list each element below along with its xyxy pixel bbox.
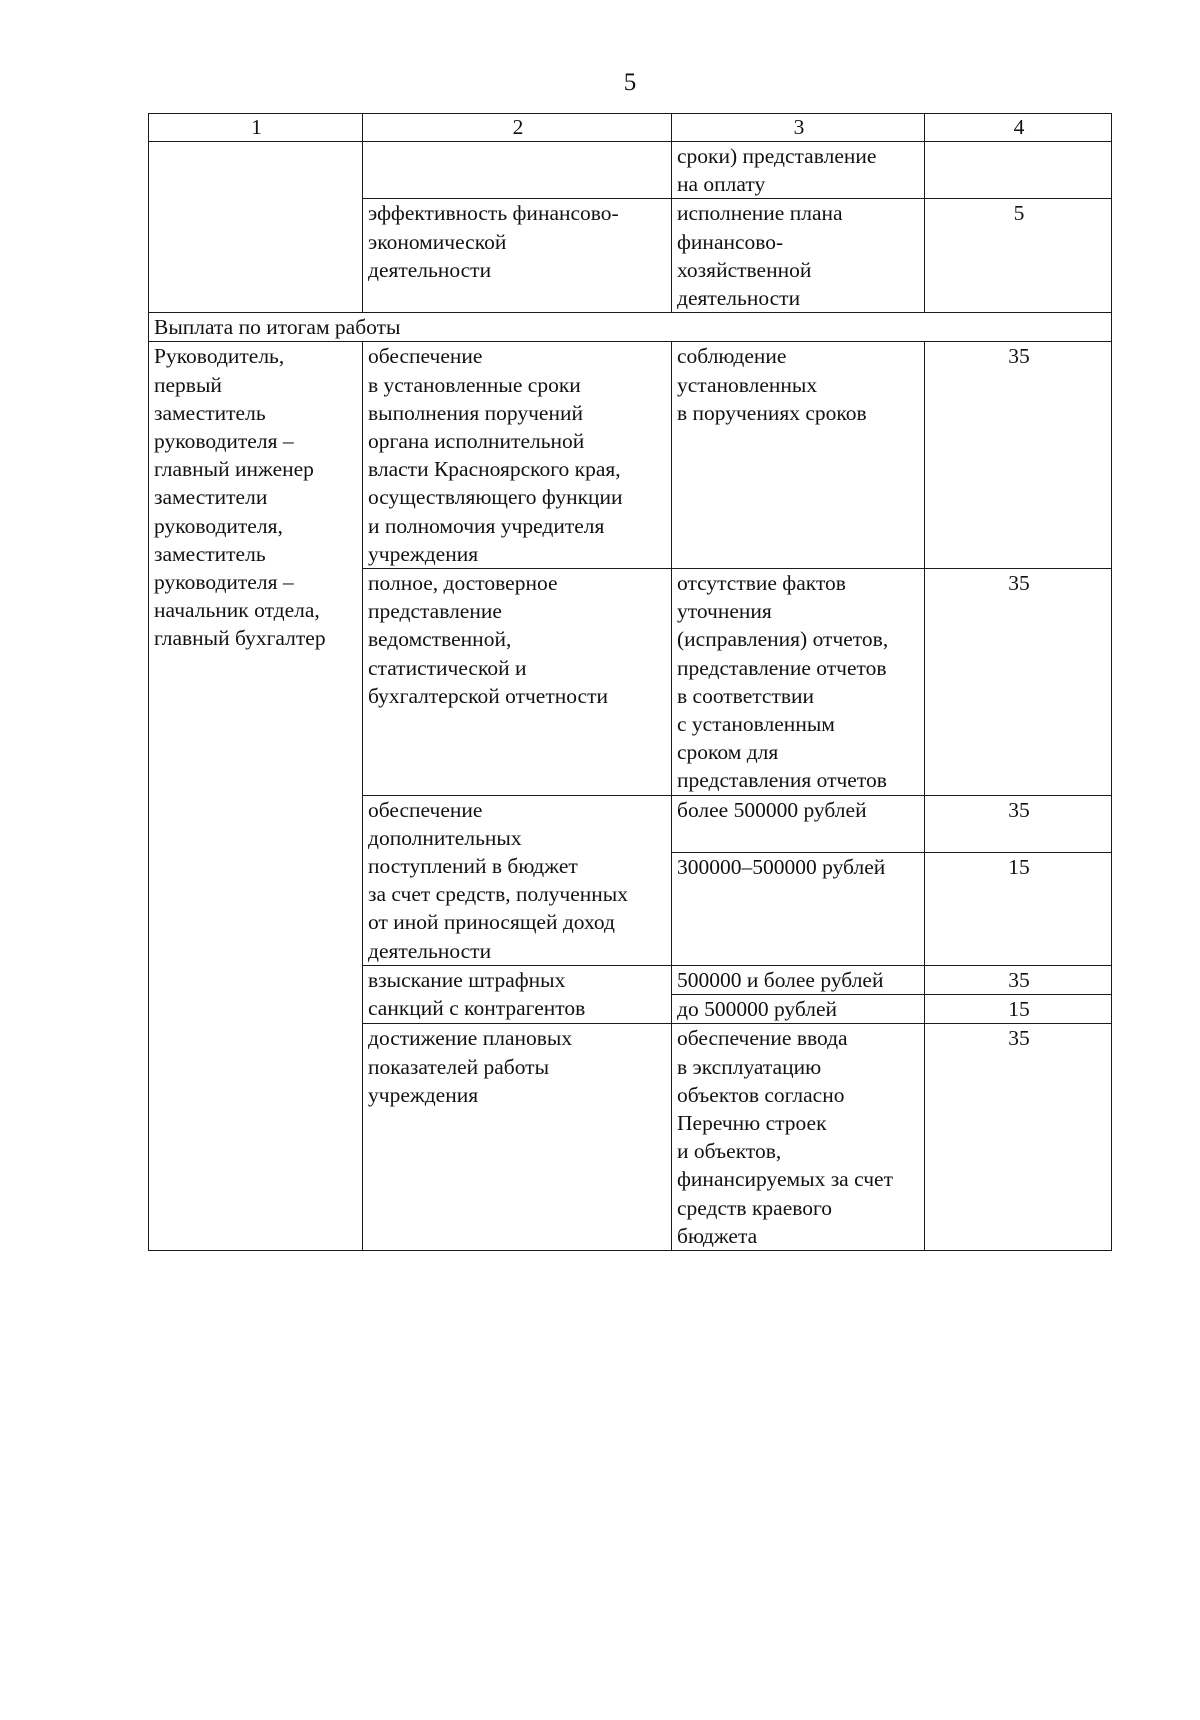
text-line: Перечню строек [677, 1110, 827, 1135]
cell-condition: 500000 и более рублей [672, 965, 925, 994]
text-line: взыскание штрафных [368, 967, 566, 992]
text-line: заместители [154, 485, 268, 510]
text-line: установленных [677, 372, 818, 397]
text-line: (исправления) отчетов, [677, 627, 889, 652]
text-line: в соответствии [677, 683, 815, 708]
cell-condition: до 500000 рублей [672, 995, 925, 1024]
text-line: средств краевого [677, 1195, 833, 1220]
multiline-text [368, 342, 668, 568]
text-line: деятельности [368, 257, 492, 282]
multiline-text [677, 569, 921, 795]
cell-criterion [363, 965, 672, 1023]
cell-value: 35 [925, 569, 1112, 796]
criteria-table [148, 113, 1112, 1251]
text-line: представление [368, 599, 502, 624]
table-header-row [149, 114, 1112, 142]
text-line: деятельности [677, 286, 801, 311]
text-line: дополнительных [368, 825, 522, 850]
text-line: сроки) представление [677, 144, 877, 168]
text-line: хозяйственной [677, 257, 812, 282]
cell-condition [672, 569, 925, 796]
text-line: объектов согласно [677, 1082, 845, 1107]
cell-value: 35 [925, 1024, 1112, 1251]
text-line: эффективность финансово- [368, 201, 619, 226]
text-line: и объектов, [677, 1139, 782, 1164]
multiline-text [368, 199, 668, 284]
text-line: руководителя – [154, 570, 294, 595]
text-line: соблюдение [677, 344, 787, 369]
cell-criterion-continued [363, 142, 672, 199]
cell-criterion [363, 569, 672, 796]
cell-condition [672, 342, 925, 569]
cell-criterion [363, 1024, 672, 1251]
text-line: руководителя – [154, 429, 294, 454]
cell-positions-continued [149, 142, 363, 313]
text-line: статистической и [368, 655, 527, 680]
multiline-text [368, 796, 668, 965]
text-line: финансируемых за счет [677, 1167, 893, 1192]
text-line: полное, достоверное [368, 571, 558, 596]
text-line: обеспечение [368, 797, 483, 822]
text-line: главный инженер [154, 457, 314, 482]
cell-value [925, 142, 1112, 199]
cell-criterion [363, 199, 672, 313]
text-line: руководителя, [154, 513, 283, 538]
text-line: на оплату [677, 172, 766, 197]
text-line: заместитель [154, 400, 266, 425]
cell-condition: более 500000 рублей [672, 795, 925, 852]
text-line: в эксплуатацию [677, 1054, 822, 1079]
text-line: начальник отдела, [154, 598, 320, 623]
text-line: первый [154, 372, 222, 397]
cell-value: 35 [925, 342, 1112, 569]
cell-condition [672, 199, 925, 313]
text-line: Руководитель, [154, 344, 285, 369]
multiline-text [368, 1024, 668, 1109]
multiline-text [368, 966, 668, 1022]
text-line: обеспечение [368, 344, 483, 369]
cell-value: 35 [925, 965, 1112, 994]
cell-value: 35 [925, 795, 1112, 852]
text-line: сроком для [677, 740, 779, 765]
cell-value: 5 [925, 199, 1112, 313]
text-line: поступлений в бюджет [368, 854, 578, 879]
text-line: уточнения [677, 599, 772, 624]
text-line: и полномочия учредителя [368, 513, 605, 538]
text-line: обеспечение ввода [677, 1026, 848, 1051]
text-line: власти Красноярского края, [368, 457, 621, 482]
text-line: органа исполнительной [368, 429, 585, 454]
text-line: представление отчетов [677, 655, 887, 680]
text-line: бухгалтерской отчетности [368, 683, 608, 708]
cell-condition: 300000–500000 рублей [672, 852, 925, 965]
cell-condition [672, 1024, 925, 1251]
multiline-text [154, 342, 359, 652]
text-line: бюджета [677, 1223, 758, 1248]
section-row [149, 313, 1112, 342]
text-line: от иной приносящей доход [368, 910, 615, 935]
header-col-1: 1 [149, 114, 363, 142]
text-line: санкций с контрагентов [368, 996, 586, 1021]
header-col-4: 4 [925, 114, 1112, 142]
multiline-text [677, 142, 921, 198]
page-number: 5 [623, 69, 637, 96]
text-line: исполнение плана [677, 201, 843, 226]
text-line: выполнения поручений [368, 400, 583, 425]
multiline-text [368, 569, 668, 710]
text-line: представления отчетов [677, 768, 887, 793]
text-line: в поручениях сроков [677, 400, 867, 425]
text-line: за счет средств, полученных [368, 882, 628, 907]
cell-condition [672, 142, 925, 199]
header-col-3: 3 [672, 114, 925, 142]
multiline-text [677, 342, 921, 427]
text-line: отсутствие фактов [677, 571, 846, 596]
text-line: достижение плановых [368, 1026, 573, 1051]
text-line: финансово- [677, 229, 784, 254]
header-col-2: 2 [363, 114, 672, 142]
text-line: экономической [368, 229, 507, 254]
text-line: главный бухгалтер [154, 626, 326, 651]
text-line: деятельности [368, 938, 492, 963]
text-line: с установленным [677, 712, 835, 737]
multiline-text [677, 1024, 921, 1250]
text-line: в установленные сроки [368, 372, 581, 397]
text-line: учреждения [368, 1082, 479, 1107]
cell-value: 15 [925, 852, 1112, 965]
section-title: Выплата по итогам работы [149, 313, 1112, 342]
table-row [149, 142, 1112, 199]
text-line: учреждения [368, 541, 479, 566]
text-line: осуществляющего функции [368, 485, 623, 510]
cell-positions [149, 342, 363, 1251]
table-row [149, 342, 1112, 569]
text-line: ведомственной, [368, 627, 512, 652]
cell-criterion [363, 795, 672, 965]
text-line: заместитель [154, 541, 266, 566]
cell-value: 15 [925, 995, 1112, 1024]
text-line: показателей работы [368, 1054, 550, 1079]
multiline-text [677, 199, 921, 312]
cell-criterion [363, 342, 672, 569]
